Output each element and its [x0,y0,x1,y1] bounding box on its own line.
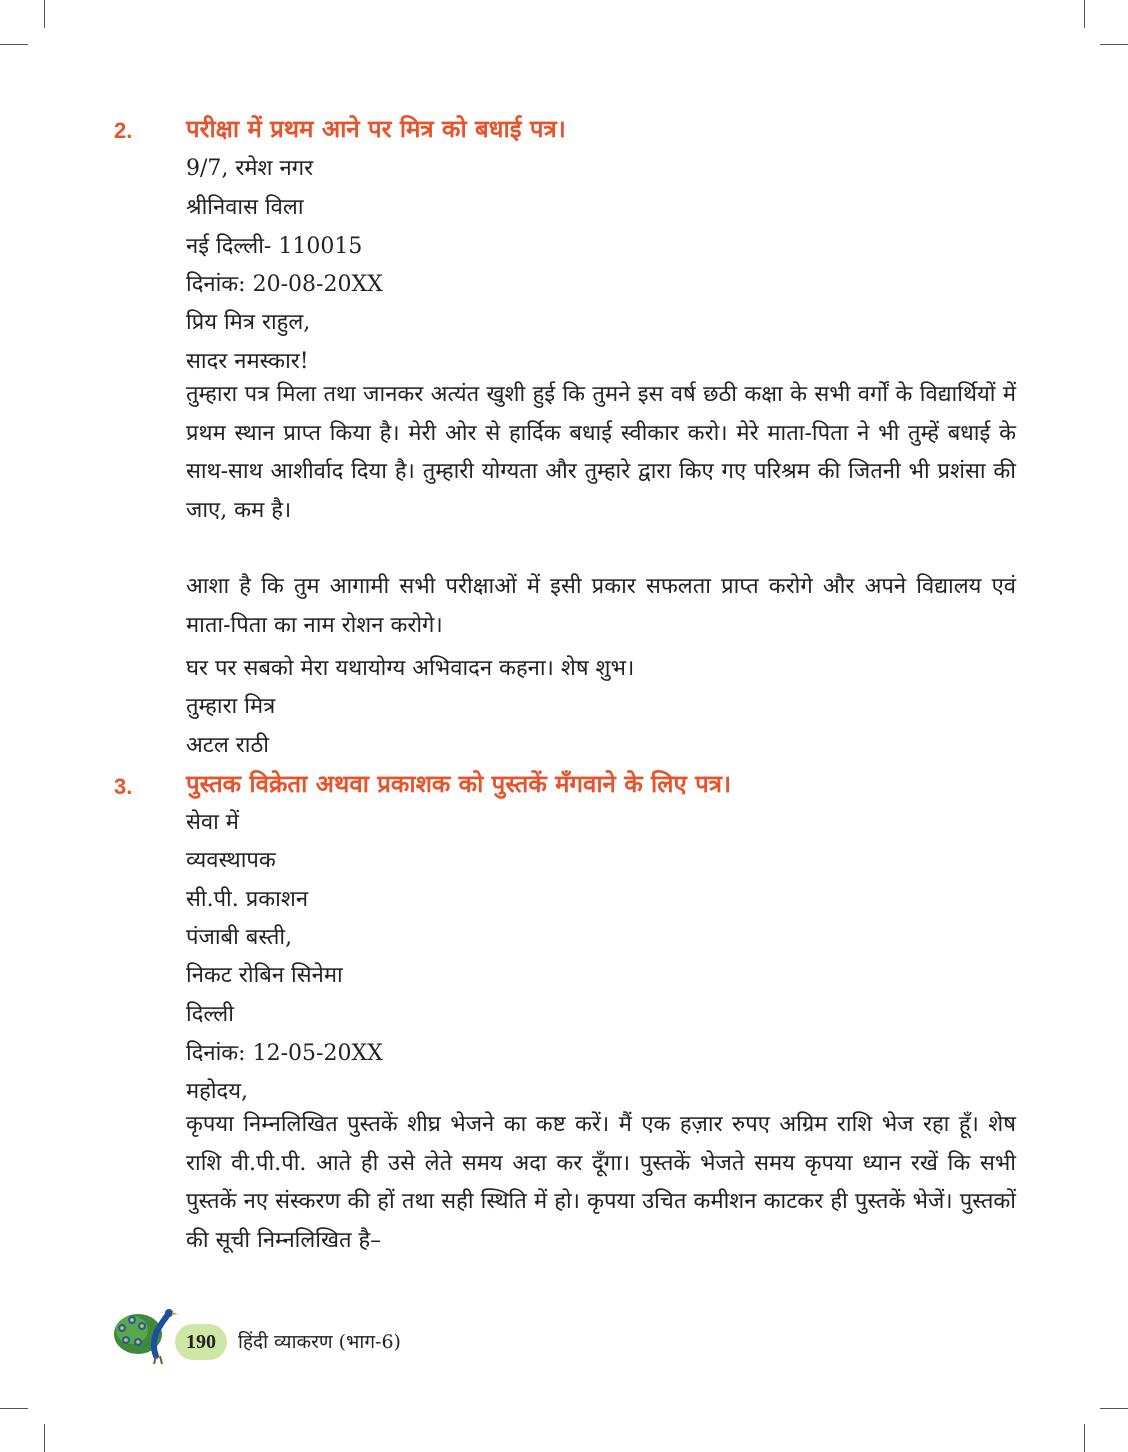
crop-mark [1084,0,1085,28]
crop-mark [44,0,45,28]
letter-body-paragraph: आशा है कि तुम आगामी सभी परीक्षाओं में इसी प्रकार सफलता प्राप्त करोगे और अपने विद्यालय एवं माता-पिता का नाम रोशन करोगे। [186,574,1016,638]
crop-mark [0,1408,28,1409]
crop-mark [1084,1424,1085,1452]
letter-signoff: तुम्हारा मित्र [186,694,276,719]
recipient-address-line: पंजाबी बस्ती, [186,925,293,950]
recipient-address-line: व्यवस्थापक [186,848,276,873]
recipient-address-line: निकट रोबिन सिनेमा [186,963,343,988]
crop-mark [0,44,28,45]
sender-address-line: नई दिल्ली- 110015 [186,234,363,259]
recipient-address-line: दिल्ली [186,1002,234,1027]
section-3-heading: पुस्तक विक्रेता अथवा प्रकाशक को पुस्तकें मँगवाने के लिए पत्र। [186,770,732,798]
letter-body-paragraph: कृपया निम्नलिखित पुस्तकें शीघ्र भेजने का कष्ट करें। मैं एक हज़ार रुपए अग्रिम राशि भेज रहा हूँ। शेष राशि वी.पी.पी. आते ही उसे लेते समय अदा कर दूँगा। पुस्तकें भेजते समय कृपया ध्यान रखें कि सभी पुस्तकें नए संस्करण की हों तथा सही स्थिति में हो। कृपया उचित कमीशन काटकर ही पुस्तकें भेजें। पुस्तकों की सूची निम्नलिखित है– [186,1112,1016,1253]
letter-body-paragraph: तुम्हारा पत्र मिला तथा जानकर अत्यंत खुशी हुई कि तुमने इस वर्ष छठी कक्षा के सभी वर्गों के विद्यार्थियों में प्रथम स्थान प्राप्त किया है। मेरी ओर से हार्दिक बधाई स्वीकार करो। मेरे माता-पिता ने भी तुम्हें बधाई के साथ-साथ आशीर्वाद दिया है। तुम्हारी योग्यता और तुम्हारे द्वारा किए गए परिश्रम की जितनी भी प्रशंसा की जाए, कम है। [186,382,1016,523]
letter-greeting: सादर नमस्कार! [186,349,309,374]
letter-salutation: महोदय, [186,1079,248,1104]
recipient-address-line: सी.पी. प्रकाशन [186,887,309,912]
section-2-number: 2. [114,118,133,143]
section-3-number: 3. [114,774,133,799]
crop-mark [44,1424,45,1452]
peacock-icon [112,1306,184,1366]
letter-date: दिनांक: 12-05-20XX [186,1041,383,1066]
crop-mark [1100,44,1128,45]
letter-sender-name: अटल राठी [186,733,269,758]
book-title: हिंदी व्याकरण (भाग-6) [238,1331,401,1353]
letter-date: दिनांक: 20-08-20XX [186,272,383,297]
page-number: 190 [175,1324,227,1360]
letter-salutation: प्रिय मित्र राहुल, [186,310,311,335]
letter-to-line: सेवा में [186,810,239,835]
section-2-heading: परीक्षा में प्रथम आने पर मित्र को बधाई पत्र। [186,115,566,143]
sender-address-line: 9/7, रमेश नगर [186,156,314,181]
letter-closing-line: घर पर सबको मेरा यथायोग्य अभिवादन कहना। शेष शुभ। [186,656,635,681]
sender-address-line: श्रीनिवास विला [186,195,304,220]
crop-mark [1100,1408,1128,1409]
